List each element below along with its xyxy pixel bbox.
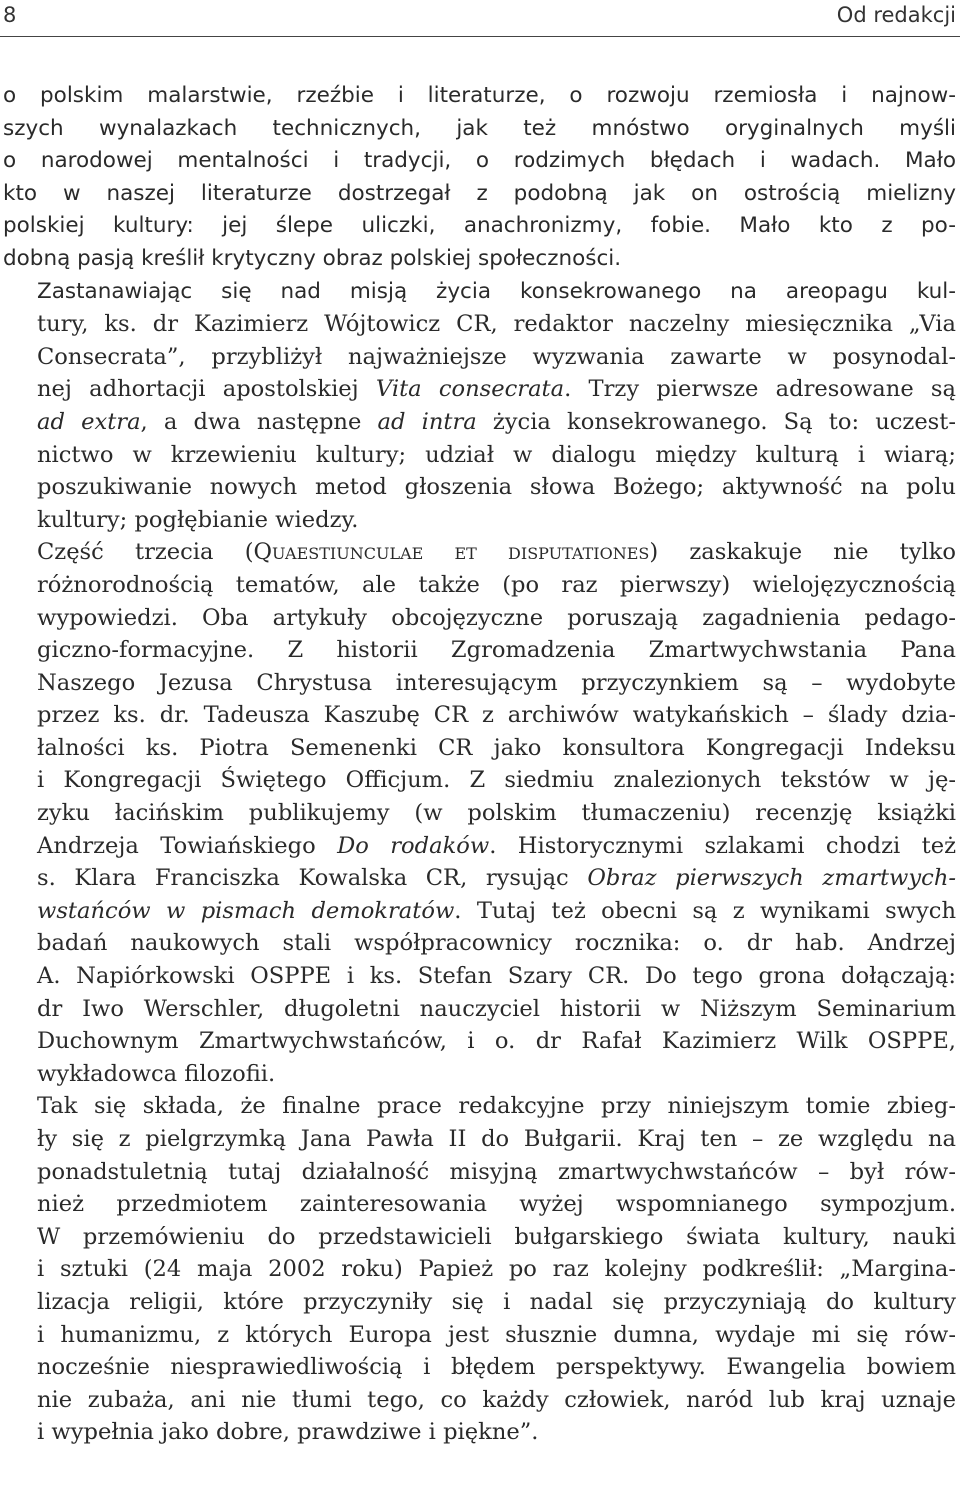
text-run: wypowiedzi. Oba artykuły obcojęzyczne poruszają zagadnienia pedago- <box>37 604 956 631</box>
text-run: i wypełnia jako dobre, prawdziwe i piękne”. <box>37 1419 539 1446</box>
text-run: Część trzecia ( <box>37 539 254 566</box>
text-line <box>3 276 956 309</box>
text-run: . Trzy pierwsze adresowane są <box>564 376 956 403</box>
text-run: przez ks. dr. Tadeusza Kaszubę CR z archiwów watykańskich – ślady dzia- <box>37 702 956 729</box>
italic-text: Do rodaków <box>337 832 490 859</box>
text-run: Duchownym Zmartwychwstańców, i o. dr Rafał Kazimierz Wilk OSPPE, <box>37 1028 956 1055</box>
text-line <box>3 536 956 569</box>
text-run: kultury; pogłębianie wiedzy. <box>37 506 359 533</box>
text-line <box>3 1384 956 1417</box>
text-line <box>3 732 956 765</box>
text-line <box>3 1025 956 1058</box>
text-run: kto w naszej literaturze dostrzegał z podobną jak on ostrością mielizny <box>3 180 956 206</box>
italic-text: ad intra <box>377 408 477 435</box>
text-line <box>3 178 956 211</box>
text-line <box>3 1416 956 1449</box>
text-run: i humanizmu, z których Europa jest słusznie dumna, wydaje mi się rów- <box>37 1321 956 1348</box>
text-line <box>3 210 956 243</box>
text-run: Zastanawiając się nad misją życia konsekrowanego na areopagu kul- <box>37 278 956 304</box>
text-line <box>3 602 956 635</box>
text-line <box>3 373 956 406</box>
text-run: lizacja religii, które przyczyniły się i nadal się przyczyniają do kultury <box>37 1288 956 1315</box>
text-run: o polskim malarstwie, rzeźbie i literaturze, o rozwoju rzemiosła i najnow- <box>3 83 956 108</box>
text-line <box>3 830 956 863</box>
text-line <box>3 341 956 374</box>
page-number: 8 <box>3 3 17 27</box>
text-run: nież przedmiotem zainteresowania wyżej wspomnianego sympozjum. <box>37 1191 956 1218</box>
text-line <box>3 1286 956 1319</box>
text-line <box>3 243 956 276</box>
text-line <box>3 1090 956 1123</box>
text-run: tury, ks. dr Kazimierz Wójtowicz CR, redaktor naczelny miesięcznika „Via <box>37 311 956 338</box>
text-run: Consecrata”, przybliżył najważniejsze wyzwania zawarte w posynodal- <box>37 343 956 370</box>
text-run: ły się z pielgrzymką Jana Pawła II do Bułgarii. Kraj ten – ze względu na <box>37 1126 956 1152</box>
text-line <box>3 862 956 895</box>
text-line <box>3 1058 956 1091</box>
italic-text: Vita consecrata <box>375 376 565 403</box>
text-run: giczno-formacyjne. Z historii Zgromadzenia Zmartwychwstania Pana <box>37 637 956 664</box>
text-run: Tak się składa, że finalne prace redakcyjne przy niniejszym tomie zbieg- <box>37 1093 956 1120</box>
text-run: ponadstuletnią tutaj działalność misyjną zmartwychwstańców – był rów- <box>37 1158 956 1185</box>
text-run: nej adhortacji apostolskiej <box>37 376 376 403</box>
text-run: wykładowca filozofii. <box>37 1060 276 1087</box>
text-run: szych wynalazkach technicznych, jak też mnóstwo oryginalnych myśli <box>3 115 956 141</box>
text-line <box>3 308 956 341</box>
text-line <box>3 927 956 960</box>
text-run: . Historycznymi szlakami chodzi też <box>489 832 956 859</box>
text-run: polskiej kultury: jej ślepe uliczki, anachronizmy, fobie. Mało kto z po- <box>3 213 956 239</box>
text-line <box>3 439 956 472</box>
page-header <box>0 0 960 34</box>
text-line <box>3 1156 956 1189</box>
text-line <box>3 504 956 537</box>
text-line <box>3 993 956 1026</box>
text-line <box>3 634 956 667</box>
text-run: poszukiwanie nowych metod głoszenia słowa Bożego; aktywność na polu <box>37 474 956 501</box>
text-line <box>3 1319 956 1352</box>
text-run: Naszego Jezusa Chrystusa interesującym przyczynkiem są – wydobyte <box>37 669 956 696</box>
text-run: nie zubaża, ani nie tłumi tego, co każdy człowiek, naród lub kraj uznaje <box>37 1386 956 1413</box>
paragraph <box>3 276 956 537</box>
text-run: różnorodnością tematów, ale także (po raz pierwszy) wielojęzycznością <box>37 571 956 598</box>
text-line <box>3 895 956 928</box>
text-run: Andrzeja Towiańskiego <box>37 832 338 859</box>
text-run: dobną pasją kreślił krytyczny obraz polskiej społeczności. <box>3 245 622 271</box>
text-line <box>3 569 956 602</box>
text-line <box>3 960 956 993</box>
paragraph <box>3 1090 956 1449</box>
text-line <box>3 699 956 732</box>
text-run: nocześnie niesprawiedliwością i błędem perspektywy. Ewangelia bowiem <box>37 1354 956 1381</box>
text-run: o narodowej mentalności i tradycji, o rodzimych błędach i wadach. Mało <box>3 148 956 174</box>
italic-text: wstańców w pismach demokratów <box>37 897 455 924</box>
text-line <box>3 797 956 830</box>
text-line <box>3 80 956 113</box>
italic-text: ad extra <box>37 408 141 435</box>
text-line <box>3 1253 956 1286</box>
text-line <box>3 471 956 504</box>
text-run: łalności ks. Piotra Semenenki CR jako konsultora Kongregacji Indeksu <box>37 734 956 761</box>
text-line <box>3 667 956 700</box>
text-line <box>3 145 956 178</box>
text-line <box>3 1221 956 1254</box>
text-run: nictwo w krzewieniu kultury; udział w dialogu między kulturą i wiarą; <box>37 441 956 468</box>
text-line <box>3 406 956 439</box>
text-run: badań naukowych stali współpracownicy rocznika: o. dr hab. Andrzej <box>37 930 956 957</box>
text-run: W przemówieniu do przedstawicieli bułgarskiego świata kultury, nauki <box>37 1223 956 1250</box>
text-run: życia konsekrowanego. Są to: uczest- <box>476 408 956 435</box>
text-run: . Tutaj też obecni są z wynikami swych <box>454 897 956 924</box>
text-run: , a dwa następne <box>140 408 378 435</box>
text-run: i sztuki (24 maja 2002 roku) Papież po raz kolejny podkreślił: „Margina- <box>37 1256 956 1283</box>
text-line <box>3 1188 956 1221</box>
body-text <box>3 80 956 1449</box>
running-head: Od redakcji <box>836 3 956 27</box>
text-line <box>3 1351 956 1384</box>
text-line <box>3 764 956 797</box>
text-line <box>3 113 956 146</box>
header-rule <box>0 36 960 37</box>
text-run: ) zaskakuje nie tylko <box>649 539 957 566</box>
italic-text: Obraz pierwszych zmartwych- <box>587 865 956 892</box>
small-caps-text: Quaestiunculae et disputationes <box>253 539 650 566</box>
text-run: s. Klara Franciszka Kowalska CR, rysując <box>37 865 588 892</box>
text-run: zyku łacińskim publikujemy (w polskim tłumaczeniu) recenzję książki <box>37 800 956 827</box>
text-run: dr Iwo Werschler, długoletni nauczyciel historii w Niższym Seminarium <box>37 995 956 1022</box>
paragraph <box>3 80 956 276</box>
text-run: i Kongregacji Świętego Officjum. Z siedmiu znalezionych tekstów w ję- <box>37 767 956 794</box>
text-line <box>3 1123 956 1156</box>
paragraph <box>3 536 956 1090</box>
text-run: A. Napiórkowski OSPPE i ks. Stefan Szary CR. Do tego grona dołączają: <box>37 963 956 990</box>
